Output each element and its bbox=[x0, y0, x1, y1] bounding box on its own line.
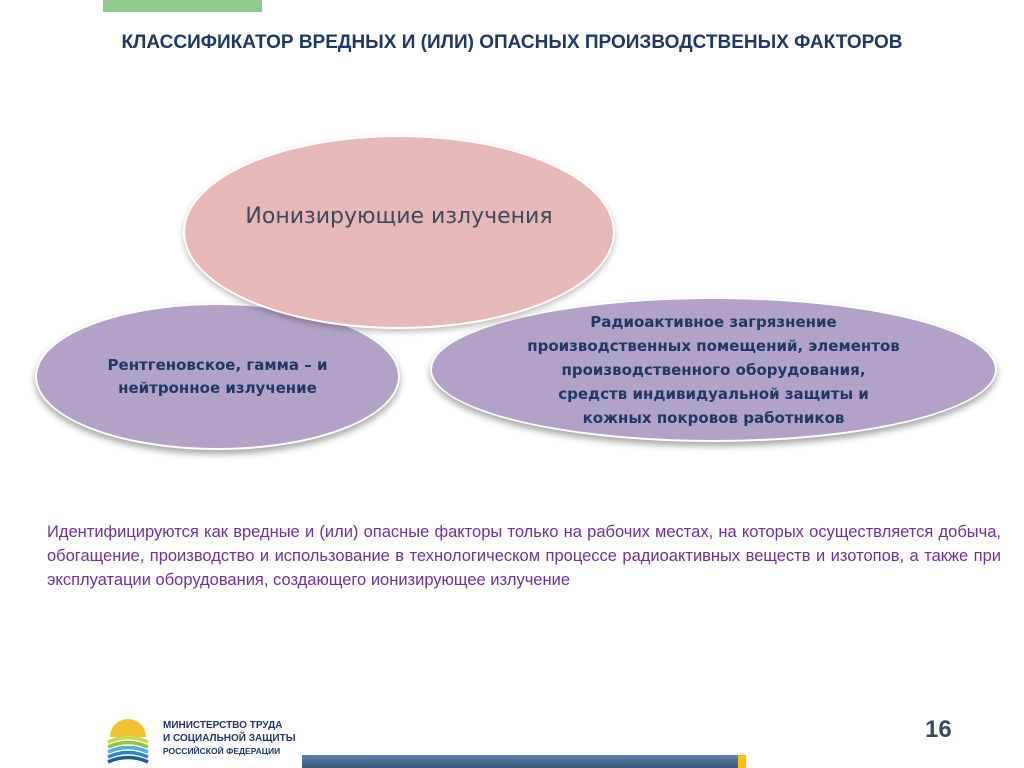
ministry-line-2: И СОЦИАЛЬНОЙ ЗАЩИТЫ bbox=[163, 733, 296, 744]
bottom-bar-accent bbox=[738, 755, 746, 768]
ministry-logo-icon bbox=[106, 715, 150, 765]
diagram-node-left-label: Рентгеновское, гамма – и нейтронное излучение bbox=[107, 355, 328, 397]
top-accent-bar bbox=[103, 0, 262, 12]
page-number: 16 bbox=[925, 716, 952, 743]
slide-title: КЛАССИФИКАТОР ВРЕДНЫХ И (ИЛИ) ОПАСНЫХ ПРОИЗВОДСТВЕНЫХ ФАКТОРОВ bbox=[121, 32, 903, 53]
ministry-line-3: РОССИЙСКОЙ ФЕДЕРАЦИИ bbox=[163, 746, 281, 756]
ministry-line-1: МИНИСТЕРСТВО ТРУДА bbox=[163, 720, 283, 731]
body-paragraph: Идентифицируются как вредные и (или) опасные факторы только на рабочих местах, на которых осуществляется добыча, обогащение, производство и использование в технологическом процессе радиоактивных веществ и изотопов, а также при эксплуатации оборудования, создающего ионизирующее излучение bbox=[47, 523, 1001, 589]
diagram-node-right bbox=[430, 297, 997, 442]
ministry-name bbox=[163, 719, 296, 758]
diagram-node-main-label: Ионизирующие излучения bbox=[245, 204, 553, 229]
bottom-bar bbox=[302, 755, 738, 768]
diagram-node-main bbox=[183, 135, 615, 329]
diagram-node-right-label: Радиоактивное загрязнение производственных помещений, элементов производственного оборудования, средств индивидуальной защиты и кожных покровов работников bbox=[527, 312, 900, 427]
